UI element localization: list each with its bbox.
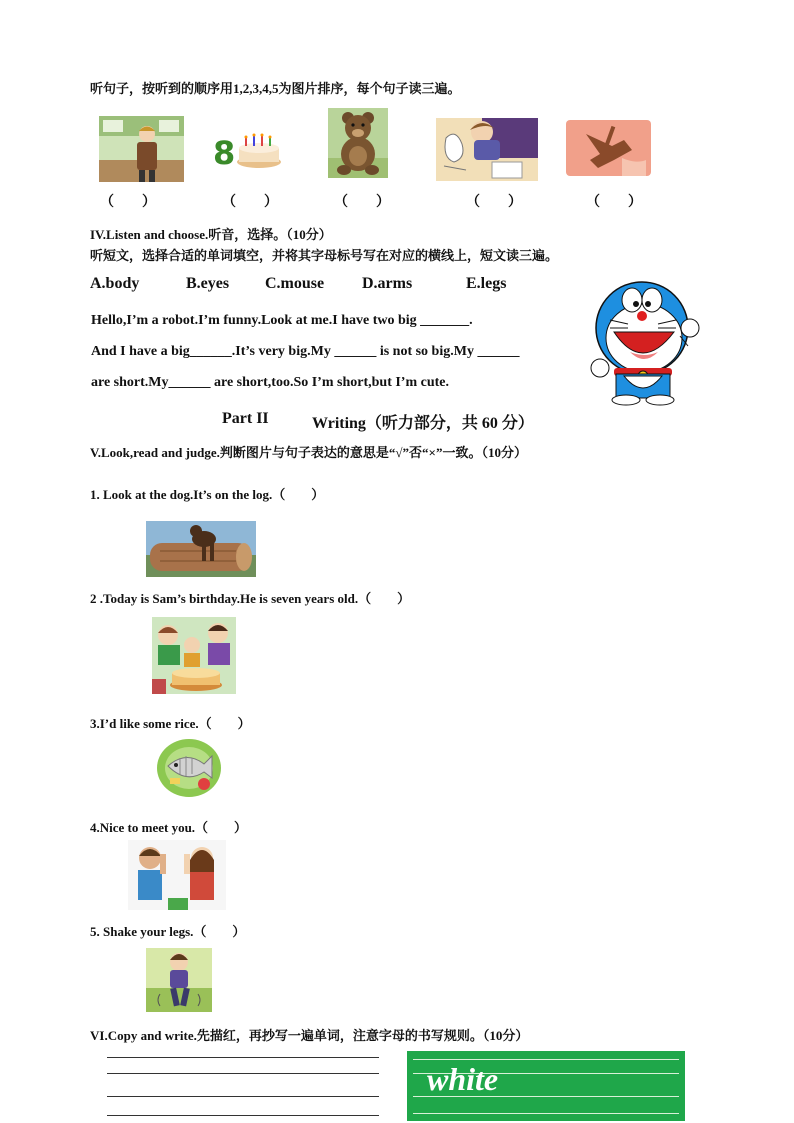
judge-item-5: 5. Shake your legs.（ ） xyxy=(90,924,246,939)
option-d: D.arms xyxy=(362,275,413,292)
word-trace-box xyxy=(407,1051,685,1121)
writing-line-3[interactable] xyxy=(107,1096,379,1097)
judge-item-1: 1. Look at the dog.It’s on the log.（ ） xyxy=(90,487,325,502)
picture-birthday-cake-eight xyxy=(213,128,283,170)
section4-title: IV.Listen and choose.听音，选择。（10分） xyxy=(90,227,332,242)
answer-bracket-5[interactable]: （ ） xyxy=(586,195,642,210)
part2-title: Part II xyxy=(222,410,269,427)
option-c: C.mouse xyxy=(265,275,325,292)
option-e: E.legs xyxy=(466,275,507,292)
judge-item-3: 3.I’d like some rice.（ ） xyxy=(90,716,251,731)
passage-line-2: And I have a big______.It’s very big.My ______ is not so big.My ______ xyxy=(91,344,520,359)
passage-line-3: are short.My______ are short,too.So I’m short,but I’m cute. xyxy=(91,375,449,390)
picture-robot-doraemon xyxy=(590,276,702,406)
guide-line-1 xyxy=(413,1059,679,1060)
judge-item-2: 2 .Today is Sam’s birthday.He is seven years old.（ ） xyxy=(90,591,411,606)
picture-birthday-party xyxy=(152,617,236,694)
answer-bracket-2[interactable]: （ ） xyxy=(222,195,278,210)
answer-bracket-4[interactable]: （ ） xyxy=(466,195,522,210)
option-a: A.body xyxy=(90,275,140,292)
writing-line-2[interactable] xyxy=(107,1073,379,1074)
picture-dog-on-log xyxy=(146,521,256,577)
part2-subtitle: Writing（听力部分，共 60 分） xyxy=(312,415,534,432)
picture-hand xyxy=(566,120,651,176)
picture-boy-kitchen xyxy=(99,116,184,182)
picture-boy-drawing xyxy=(436,118,538,181)
svg-text:8: 8 xyxy=(213,134,236,170)
section5-title: V.Look,read and judge.判断图片与句子表达的意思是“√”否“×”一致。（10分） xyxy=(90,445,527,460)
picture-boy-shaking-legs xyxy=(146,948,212,1012)
judge-item-4: 4.Nice to meet you.（ ） xyxy=(90,820,248,835)
answer-bracket-3[interactable]: （ ） xyxy=(334,195,390,210)
section6-title: VI.Copy and write.先描红，再抄写一遍单词，注意字母的书写规则。（10分） xyxy=(90,1028,529,1043)
guide-line-4 xyxy=(413,1113,679,1114)
picture-children-meeting xyxy=(128,840,226,910)
picture-fish-plate xyxy=(156,738,222,798)
section4-instruction: 听短文，选择合适的单词填空，并将其字母标号写在对应的横线上，短文读三遍。 xyxy=(90,248,559,263)
answer-bracket-1[interactable]: （ ） xyxy=(100,195,156,210)
trace-word: white xyxy=(427,1061,499,1097)
section3-instruction: 听句子，按听到的顺序用1,2,3,4,5为图片排序，每个句子读三遍。 xyxy=(90,81,461,96)
option-b: B.eyes xyxy=(186,275,230,292)
writing-line-4[interactable] xyxy=(107,1115,379,1116)
writing-line-1[interactable] xyxy=(107,1057,379,1058)
passage-line-1: Hello,I’m a robot.I’m funny.Look at me.I have two big _______. xyxy=(91,313,473,328)
picture-teddy-bear xyxy=(328,108,388,178)
